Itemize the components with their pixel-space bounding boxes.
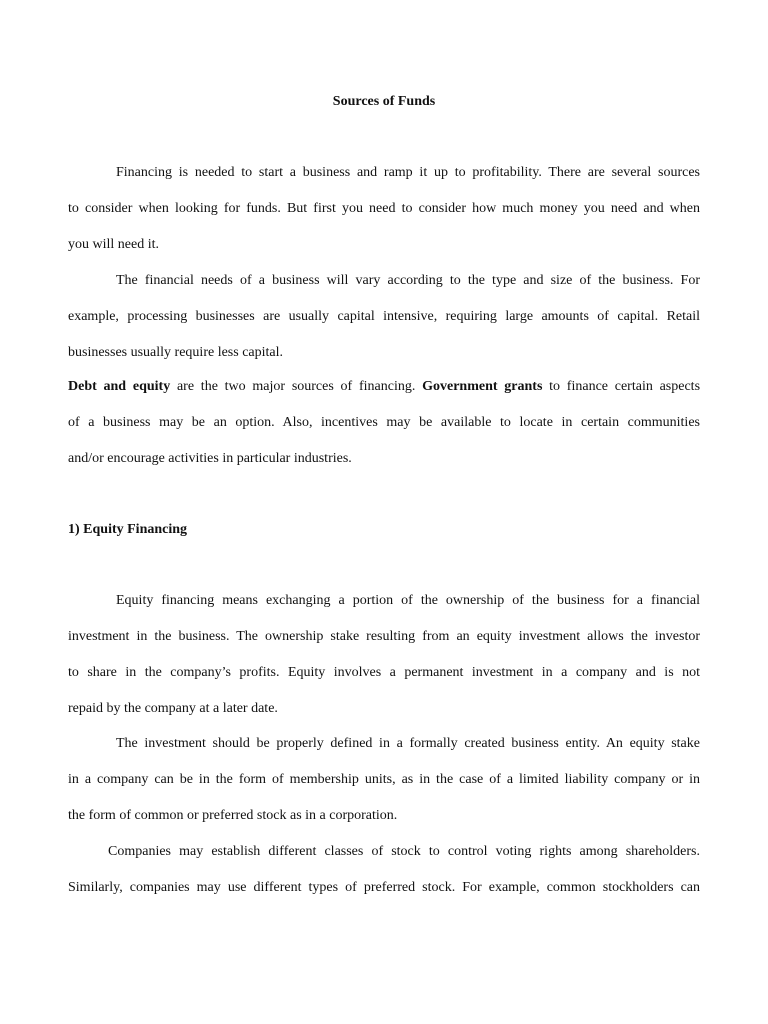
paragraph-line: businesses usually require less capital. [68, 345, 284, 360]
paragraph-stock-classes [68, 834, 700, 906]
paragraph-line: The financial needs of a business will vary according to the type and size of the business. For [116, 273, 700, 288]
paragraph-line: The investment should be properly defined in a formally created business entity. An equity stake [116, 736, 700, 751]
bold-term-government-grants: Government grants [422, 379, 543, 394]
paragraph-equity-definition [68, 583, 700, 727]
paragraph-line: Companies may establish different classes of stock to control voting rights among shareholders. [108, 844, 700, 859]
paragraph-financial-needs [68, 263, 700, 371]
paragraph-line: investment in the business. The ownership stake resulting from an equity investment allows the investor [68, 629, 700, 644]
paragraph-line [68, 369, 700, 405]
paragraph-line: the form of common or preferred stock as in a corporation. [68, 808, 398, 823]
paragraph-line: example, processing businesses are usually capital intensive, requiring large amounts of capital. Retail [68, 309, 700, 324]
paragraph-line: in a company can be in the form of membership units, as in the case of a limited liability company or in [68, 772, 700, 787]
paragraph-line: Financing is needed to start a business and ramp it up to profitability. There are several sources [116, 165, 700, 180]
paragraph-line: repaid by the company at a later date. [68, 701, 278, 716]
paragraph-debt-equity [68, 369, 700, 477]
paragraph-line: Equity financing means exchanging a portion of the ownership of the business for a financial [116, 593, 700, 608]
text-segment: are the two major sources of financing. [170, 379, 423, 394]
text-segment: to finance certain aspects [542, 379, 701, 394]
paragraph-line: you will need it. [68, 237, 159, 252]
paragraph-investment-entity [68, 726, 700, 834]
paragraph-line: of a business may be an option. Also, incentives may be available to locate in certain communities [68, 415, 700, 430]
paragraph-line: to consider when looking for funds. But first you need to consider how much money you need and when [68, 201, 700, 216]
paragraph-financing-intro [68, 155, 700, 263]
paragraph-line: to share in the company’s profits. Equity involves a permanent investment in a company and is not [68, 665, 700, 680]
paragraph-line: and/or encourage activities in particular industries. [68, 451, 352, 466]
paragraph-line: Similarly, companies may use different types of preferred stock. For example, common stockholders can [68, 880, 700, 895]
section-heading-equity-financing: 1) Equity Financing [68, 522, 188, 537]
bold-term-debt-equity: Debt and equity [68, 379, 171, 394]
document-title: Sources of Funds [332, 94, 436, 109]
